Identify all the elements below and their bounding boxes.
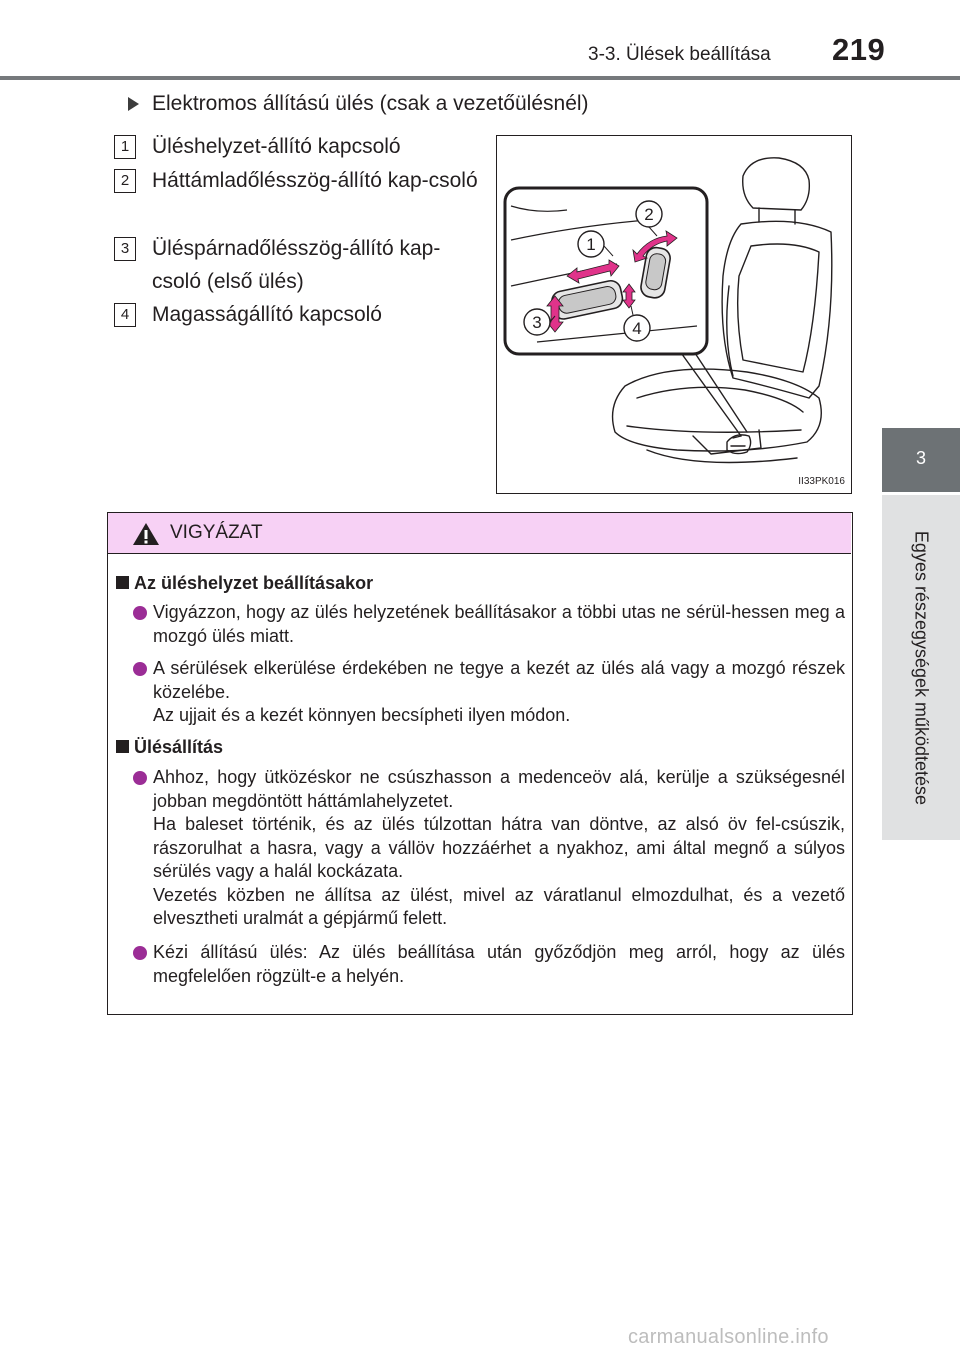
seat-drawing [497,136,852,494]
bullet-paragraph: Vigyázzon, hogy az ülés helyzetének beállításakor a többi utas ne sérül-hessen meg a mozgó ülés miatt. [153,602,845,646]
callout-3: 3 [532,313,542,332]
square-bullet-icon [116,576,129,589]
item-number-badge: 2 [114,169,136,193]
square-bullet-icon [116,740,129,753]
chapter-number: 3 [915,448,926,468]
watermark: carmanualsonline.info [628,1326,829,1348]
subheading-text: Ülésállítás [134,737,224,757]
bullet-paragraph: Az ujjait és a kezét könnyen becsípheti ilyen módon. [153,705,571,725]
item-text: Háttámladőlésszög-állító kap-csoló [152,169,478,192]
item-text: Üléspárnadőlésszög-állító kap-csoló (első ülés) [152,237,441,293]
item-number-badge: 1 [114,135,136,159]
round-bullet-icon [133,771,147,785]
figure-code: II33PK016 [798,476,845,487]
section-title: 3-3. Ülések beállítása [588,44,771,65]
bullet-text [153,601,845,648]
warning-icon [132,522,160,546]
chapter-label: Egyes részegységek működtetése [911,530,932,806]
round-bullet-icon [133,606,147,620]
subheading-text: Az üléshelyzet beállításakor [134,573,374,593]
bullet-text [153,766,845,931]
bullet-paragraph: Ha baleset történik, és az ülés túlzottan hátra van döntve, az alsó öv fel-csúszik, rászorulhat a hasra, vagy a vállöv hozzáérhet a nyakhoz, ami által megnő a súlyos sérülés vagy a halál kockázata. [153,814,845,881]
warning-box [107,512,853,1015]
item-number-badge: 4 [114,303,136,327]
page-number: 219 [832,32,886,67]
bullet-text [153,657,845,728]
header-divider [0,76,960,80]
warning-title: VIGYÁZAT [170,522,263,543]
bullet-paragraph: A sérülések elkerülése érdekében ne tegye a kezét az ülés alá vagy a mozgó részek közelébe. [153,658,845,702]
callout-1: 1 [586,235,596,254]
warning-header [108,513,851,554]
bullet-paragraph: Kézi állítású ülés: Az ülés beállítása után győződjön meg arról, hogy az ülés megfelelően rögzült-e a helyén. [153,942,845,986]
chapter-tab [882,428,960,492]
round-bullet-icon [133,662,147,676]
callout-4: 4 [632,319,642,338]
item-text: Üléshelyzet-állító kapcsoló [152,135,401,158]
intro-text: Elektromos állítású ülés (csak a vezetőülésnél) [152,92,589,115]
triangle-bullet-icon [128,97,139,111]
bullet-paragraph: Ahhoz, hogy ütközéskor ne csúszhasson a medenceöv alá, kerülje a szükségesnél jobban megdöntött háttámlahelyzetet. [153,767,845,811]
item-number-badge: 3 [114,237,136,261]
bullet-paragraph: Vezetés közben ne állítsa az ülést, mivel az váratlanul elmozdulhat, és a vezető elvesztheti uralmát a gépjármű felett. [153,884,845,928]
round-bullet-icon [133,946,147,960]
item-text: Magasságállító kapcsoló [152,303,382,326]
bullet-text [153,941,845,988]
callout-2: 2 [644,205,654,224]
seat-illustration [496,135,852,494]
